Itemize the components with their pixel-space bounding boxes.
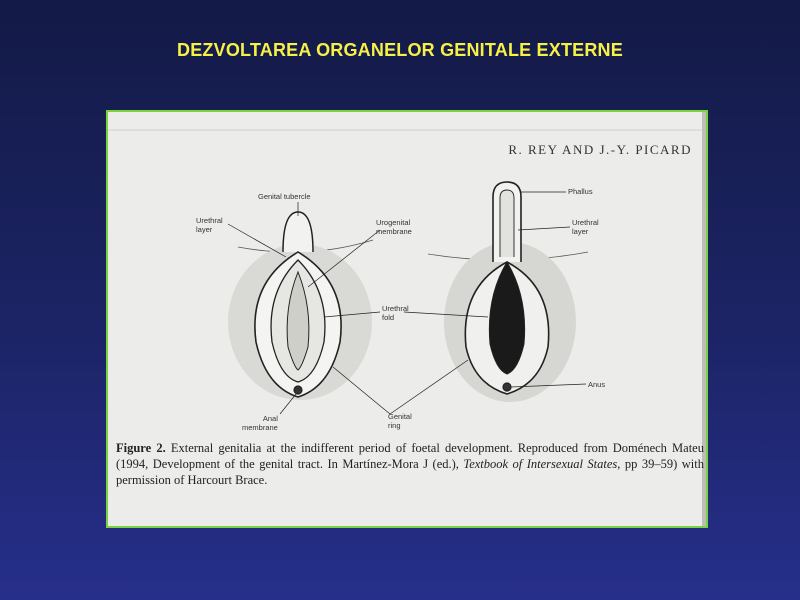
figure-image — [106, 110, 708, 528]
slide-title: DEZVOLTAREA ORGANELOR GENITALE EXTERNE — [177, 40, 623, 60]
label-phallus: Phallus — [568, 187, 593, 196]
label-anus: Anus — [588, 380, 606, 389]
caption-text-2: , pp 39–59) with permission of Harcourt Brace. — [116, 457, 704, 487]
label-urethral-layer-right: Urethral layer — [572, 218, 599, 236]
label-genital-ring: Genital ring — [388, 412, 412, 430]
figure-header: R. REY AND J.-Y. PICARD — [508, 142, 692, 157]
caption-text-1: External genitalia at the indifferent period of foetal development. Reproduced from Doménech Mateu (1994, Development of the genital tract. In Martínez-Mora J (ed.), — [116, 441, 704, 471]
label-anal-membrane: Anal membrane — [242, 414, 278, 432]
label-urethral-fold: Urethral fold — [382, 304, 409, 322]
caption-figure-label: Figure 2. — [116, 441, 166, 455]
label-urogenital-membrane: Urogenital membrane — [376, 218, 412, 236]
caption-italic-title: Textbook of Intersexual States — [463, 457, 618, 471]
label-urethral-layer-left: Urethral layer — [196, 216, 223, 234]
label-genital-tubercle: Genital tubercle — [258, 192, 311, 201]
figure-caption — [116, 440, 704, 488]
